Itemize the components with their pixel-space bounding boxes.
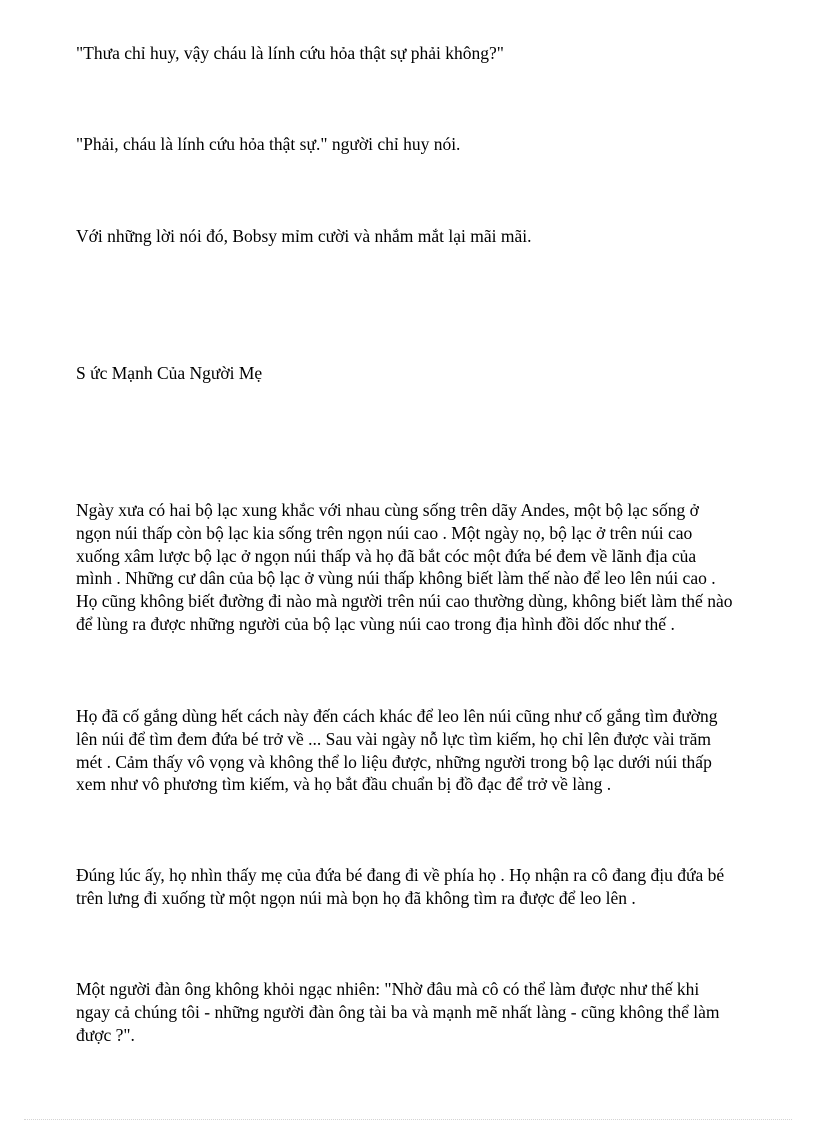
story-paragraph-1 — [76, 499, 780, 636]
story-paragraph-3 — [76, 864, 780, 910]
text-line: ngay cả chúng tôi - những người đàn ông tài ba và mạnh mẽ nhất làng - cũng không thể làm — [76, 1001, 720, 1022]
text-line: Ngày xưa có hai bộ lạc xung khắc với nhau cùng sống trên dãy Andes, một bộ lạc sống ở — [76, 500, 699, 520]
closing-sentence — [76, 225, 780, 248]
text-line: "Thưa chỉ huy, vậy cháu là lính cứu hỏa thật sự phải không?" — [76, 43, 504, 63]
text-line: mét . Cảm thấy vô vọng và không thể lo liệu được, những người trong bộ lạc dưới núi thấp — [76, 751, 712, 772]
text-line: xem như vô phương tìm kiếm, và họ bắt đầu chuẩn bị đồ đạc để trở về làng . — [76, 774, 612, 795]
page-bottom-divider — [24, 1119, 792, 1120]
text-line: ngọn núi thấp còn bộ lạc kia sống trên ngọn núi cao . Một ngày nọ, bộ lạc ở trên núi cao — [76, 522, 693, 543]
text-line: trên lưng đi xuống từ một ngọn núi mà bọn họ đã không tìm ra được để leo lên . — [76, 887, 636, 908]
text-line: Họ cũng không biết đường đi nào mà người trên núi cao thường dùng, không biết làm thế nào — [76, 591, 733, 612]
text-line: mình . Những cư dân của bộ lạc ở vùng núi thấp không biết làm thế nào để leo lên núi cao . — [76, 568, 716, 589]
dialogue-answer — [76, 133, 780, 156]
story-paragraph-4 — [76, 978, 780, 1046]
dialogue-question — [76, 42, 780, 65]
text-line: để lùng ra được những người của bộ lạc vùng núi cao trong địa hình đồi dốc như thế . — [76, 613, 675, 634]
story-paragraph-2 — [76, 705, 780, 796]
text-line: "Phải, cháu là lính cứu hỏa thật sự." người chỉ huy nói. — [76, 134, 461, 154]
text-line: S ức Mạnh Của Người Mẹ — [76, 363, 263, 383]
text-line: Một người đàn ông không khỏi ngạc nhiên: "Nhờ đâu mà cô có thể làm được như thế khi — [76, 979, 700, 999]
text-line: Họ đã cố gắng dùng hết cách này đến cách khác để leo lên núi cũng như cố gắng tìm đường — [76, 706, 718, 726]
text-line: Với những lời nói đó, Bobsy mỉm cười và nhắm mắt lại mãi mãi. — [76, 226, 532, 246]
text-line: lên núi để tìm đem đứa bé trở về ... Sau vài ngày nỗ lực tìm kiếm, họ chỉ lên được vài trăm — [76, 728, 712, 749]
text-line: được ?". — [76, 1024, 135, 1045]
story-title — [76, 362, 780, 385]
text-line: xuống xâm lược bộ lạc ở ngọn núi thấp và họ đã bắt cóc một đứa bé đem về lãnh địa của — [76, 545, 697, 566]
text-line: Đúng lúc ấy, họ nhìn thấy mẹ của đứa bé đang đi về phía họ . Họ nhận ra cô đang địu đứa bé — [76, 865, 725, 885]
